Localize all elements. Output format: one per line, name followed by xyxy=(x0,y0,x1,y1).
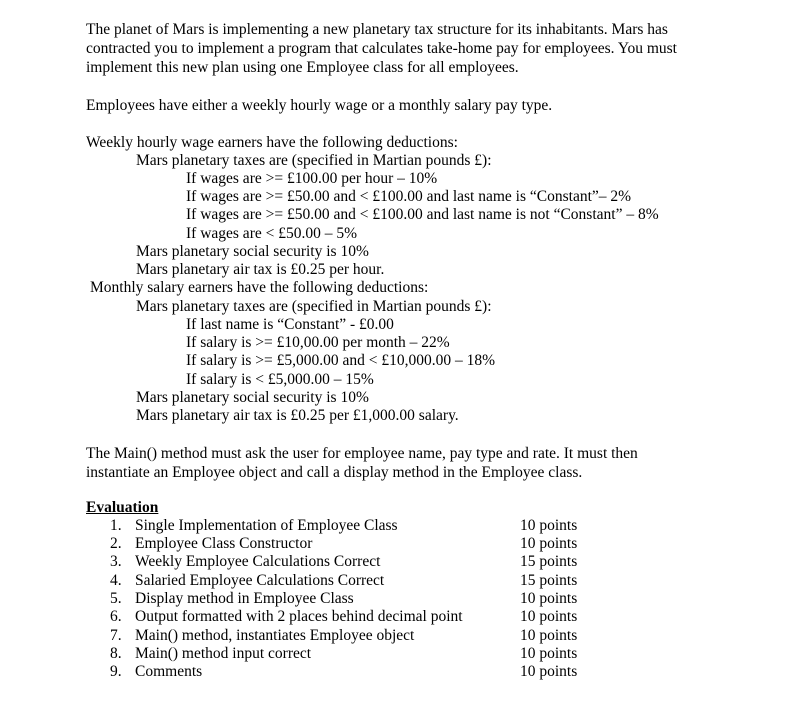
evaluation-item-points: 10 points xyxy=(520,627,578,644)
evaluation-item-points: 10 points xyxy=(520,663,578,680)
monthly-heading: Monthly salary earners have the following deductions: xyxy=(90,279,429,296)
evaluation-item-points: 10 points xyxy=(520,645,578,662)
monthly-taxes-heading: Mars planetary taxes are (specified in Martian pounds £): xyxy=(136,298,492,315)
monthly-tax-rule-2: If salary is >= £10,00.00 per month – 22% xyxy=(186,334,450,351)
evaluation-item-text: Main() method, instantiates Employee object xyxy=(135,627,415,644)
evaluation-item-num: 3. xyxy=(110,553,122,570)
main-method-line-1: The Main() method must ask the user for employee name, pay type and rate. It must then xyxy=(86,445,638,462)
evaluation-item-points: 15 points xyxy=(520,572,578,589)
evaluation-item-text: Single Implementation of Employee Class xyxy=(135,517,398,534)
evaluation-item-num: 2. xyxy=(110,535,122,552)
evaluation-item-num: 4. xyxy=(110,572,122,589)
monthly-air-tax: Mars planetary air tax is £0.25 per £1,000.00 salary. xyxy=(136,407,459,424)
weekly-tax-rule-4: If wages are < £50.00 – 5% xyxy=(186,225,358,242)
weekly-tax-rule-1: If wages are >= £100.00 per hour – 10% xyxy=(186,170,438,187)
evaluation-item-text: Salaried Employee Calculations Correct xyxy=(135,572,385,589)
monthly-tax-rule-3: If salary is >= £5,000.00 and < £10,000.00 – 18% xyxy=(186,352,496,369)
weekly-social-security: Mars planetary social security is 10% xyxy=(136,243,369,260)
evaluation-item-points: 10 points xyxy=(520,517,578,534)
evaluation-item-points: 10 points xyxy=(520,535,578,552)
weekly-tax-rule-3: If wages are >= £50.00 and < £100.00 and last name is not “Constant” – 8% xyxy=(186,206,659,223)
evaluation-item-text: Employee Class Constructor xyxy=(135,535,313,552)
monthly-tax-rule-1: If last name is “Constant” - £0.00 xyxy=(186,316,394,333)
monthly-tax-rule-4: If salary is < £5,000.00 – 15% xyxy=(186,371,374,388)
monthly-social-security: Mars planetary social security is 10% xyxy=(136,389,369,406)
evaluation-item-points: 10 points xyxy=(520,590,578,607)
intro-line-1: The planet of Mars is implementing a new planetary tax structure for its inhabitants. Mars has xyxy=(86,21,668,38)
evaluation-item-num: 9. xyxy=(110,663,122,680)
evaluation-item-text: Output formatted with 2 places behind decimal point xyxy=(135,608,463,625)
weekly-tax-rule-2: If wages are >= £50.00 and < £100.00 and last name is “Constant”– 2% xyxy=(186,188,632,205)
evaluation-item-num: 1. xyxy=(110,517,122,534)
evaluation-item-num: 6. xyxy=(110,608,122,625)
evaluation-item-num: 5. xyxy=(110,590,122,607)
evaluation-item-text: Comments xyxy=(135,663,203,680)
evaluation-item-text: Display method in Employee Class xyxy=(135,590,354,607)
main-method-line-2: instantiate an Employee object and call a display method in the Employee class. xyxy=(86,464,583,481)
pay-types-text: Employees have either a weekly hourly wage or a monthly salary pay type. xyxy=(86,97,553,114)
weekly-air-tax: Mars planetary air tax is £0.25 per hour. xyxy=(136,261,385,278)
intro-line-2: contracted you to implement a program that calculates take-home pay for employees. You must xyxy=(86,40,677,57)
evaluation-item-num: 7. xyxy=(110,627,122,644)
evaluation-item-points: 15 points xyxy=(520,553,578,570)
evaluation-item-num: 8. xyxy=(110,645,122,662)
intro-line-3: implement this new plan using one Employee class for all employees. xyxy=(86,59,519,76)
evaluation-title: Evaluation xyxy=(86,499,159,516)
evaluation-item-text: Weekly Employee Calculations Correct xyxy=(135,553,381,570)
weekly-taxes-heading: Mars planetary taxes are (specified in Martian pounds £): xyxy=(136,152,492,169)
evaluation-item-points: 10 points xyxy=(520,608,578,625)
weekly-heading: Weekly hourly wage earners have the following deductions: xyxy=(86,134,458,151)
evaluation-item-text: Main() method input correct xyxy=(135,645,312,662)
